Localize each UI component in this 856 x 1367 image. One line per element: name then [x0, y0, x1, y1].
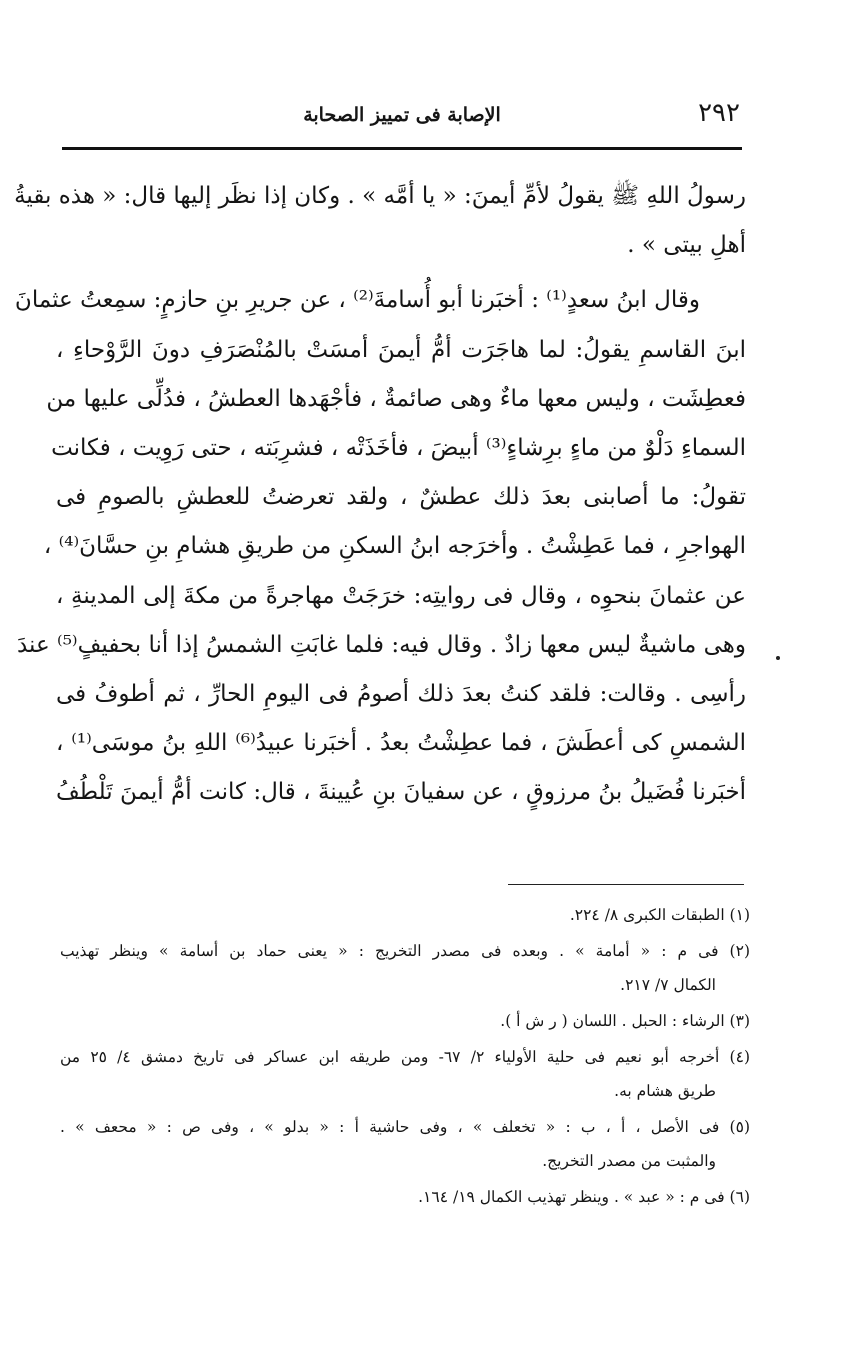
text-line: ابنَ القاسمِ يقولُ: لما هاجَرَت أمُّ أيمنَ أمسَتْ بالمُنْصَرَفِ دونَ الرَّوْحاءِ ،	[56, 336, 746, 363]
text-line: السماءِ دَلْوٌ من ماءٍ برِشاءٍ⁽³⁾ أبيضَ ، فأخَذَتْه ، فشرِبَته ، حتى رَوِيت ، فكانت	[51, 434, 746, 461]
footnote-3: (٣) الرشاء : الحبل . اللسان ( ر ش أ ).	[500, 1012, 750, 1030]
footnote-2-continued: الكمال ٧/ ٢١٧.	[620, 976, 716, 994]
footnote-5-continued: والمثبت من مصدر التخريج.	[542, 1152, 716, 1170]
page-number: ٢٩٢	[698, 98, 740, 128]
text-line: أخبَرنا فُضَيلُ بنُ مرزوقٍ ، عن سفيانَ بنِ عُيينةَ ، قال: كانت أمُّ أيمنَ تَلْطُفُ	[56, 779, 746, 806]
footnote-5: (٥) فى الأصل ، أ ، ب : « تخعلف » ، وفى حاشية أ : « بدلو » ، وفى ص : « محعف » .	[60, 1118, 750, 1136]
text-line: رأسِى . وقالت: فلقد كنتُ بعدَ ذلك أصومُ فى اليومِ الحارِّ ، ثم أطوفُ فى	[56, 680, 746, 707]
book-title: الإصابة فى تمييز الصحابة	[303, 104, 501, 126]
text-line: وقال ابنُ سعدٍ⁽¹⁾ : أخبَرنا أبو أُسامةَ⁽²⁾ ، عن جريرِ بنِ حازمٍ: سمِعتُ عثمانَ	[14, 287, 700, 314]
footnote-4: (٤) أخرجه أبو نعيم فى حلية الأولياء ٢/ ٦٧- ومن طريقه ابن عساكر فى تاريخ دمشق ٤/ ٢٥ من	[60, 1048, 750, 1066]
footnote-6: (٦) فى م : « عبد » . وينظر تهذيب الكمال ١٩/ ١٦٤.	[418, 1188, 750, 1206]
text-line: تقولُ: ما أصابنى بعدَ ذلك عطشٌ ، ولقد تعرضتُ للعطشِ بالصومِ فى	[56, 484, 746, 511]
text-line: رسولُ اللهِ ﷺ يقولُ لأمِّ أيمنَ: « يا أمَّه » . وكان إذا نظَر إليها قال: « هذه بقيةُ	[14, 183, 746, 209]
footnote-2: (٢) فى م : « أمامة » . وبعده فى مصدر التخريج : « يعنى حماد بن أسامة » وينظر تهذيب	[60, 942, 750, 960]
text-line: فعطِشَت ، وليس معها ماءٌ وهى صائمةٌ ، فأجْهَدها العطشُ ، فدُلِّى عليها من	[46, 385, 746, 412]
text-line: الشمسِ كى أعطَشَ ، فما عطِشْتُ بعدُ . أخبَرنا عبيدُ⁽⁶⁾ اللهِ بنُ موسَى⁽¹⁾ ،	[56, 730, 746, 757]
text-line: الهواجرِ ، فما عَطِشْتُ . وأخرَجه ابنُ السكنِ من طريقِ هشامِ بنِ حسَّانَ⁽⁴⁾ ،	[43, 533, 746, 560]
text-line: عن عثمانَ بنحوِه ، وقال فى روايتِه: خرَجَتْ مهاجرةً من مكةَ إلى المدينةِ ،	[56, 582, 746, 609]
main-text	[14, 172, 746, 817]
text-line: أهلِ بيتى » .	[627, 232, 746, 259]
running-header	[62, 96, 742, 136]
footnotes	[60, 898, 750, 1214]
footnote-4-continued: طريق هشام به.	[614, 1082, 716, 1100]
footnote-separator	[508, 884, 744, 885]
margin-mark	[776, 656, 780, 660]
footnote-1: (١) الطبقات الكبرى ٨/ ٢٢٤.	[569, 906, 750, 924]
header-rule	[62, 147, 742, 150]
text-line: وهى ماشيةٌ ليس معها زادٌ . وقال فيه: فلما غابَتِ الشمسُ إذا أنا بحفيفٍ⁽⁵⁾ عندَ	[16, 631, 746, 658]
